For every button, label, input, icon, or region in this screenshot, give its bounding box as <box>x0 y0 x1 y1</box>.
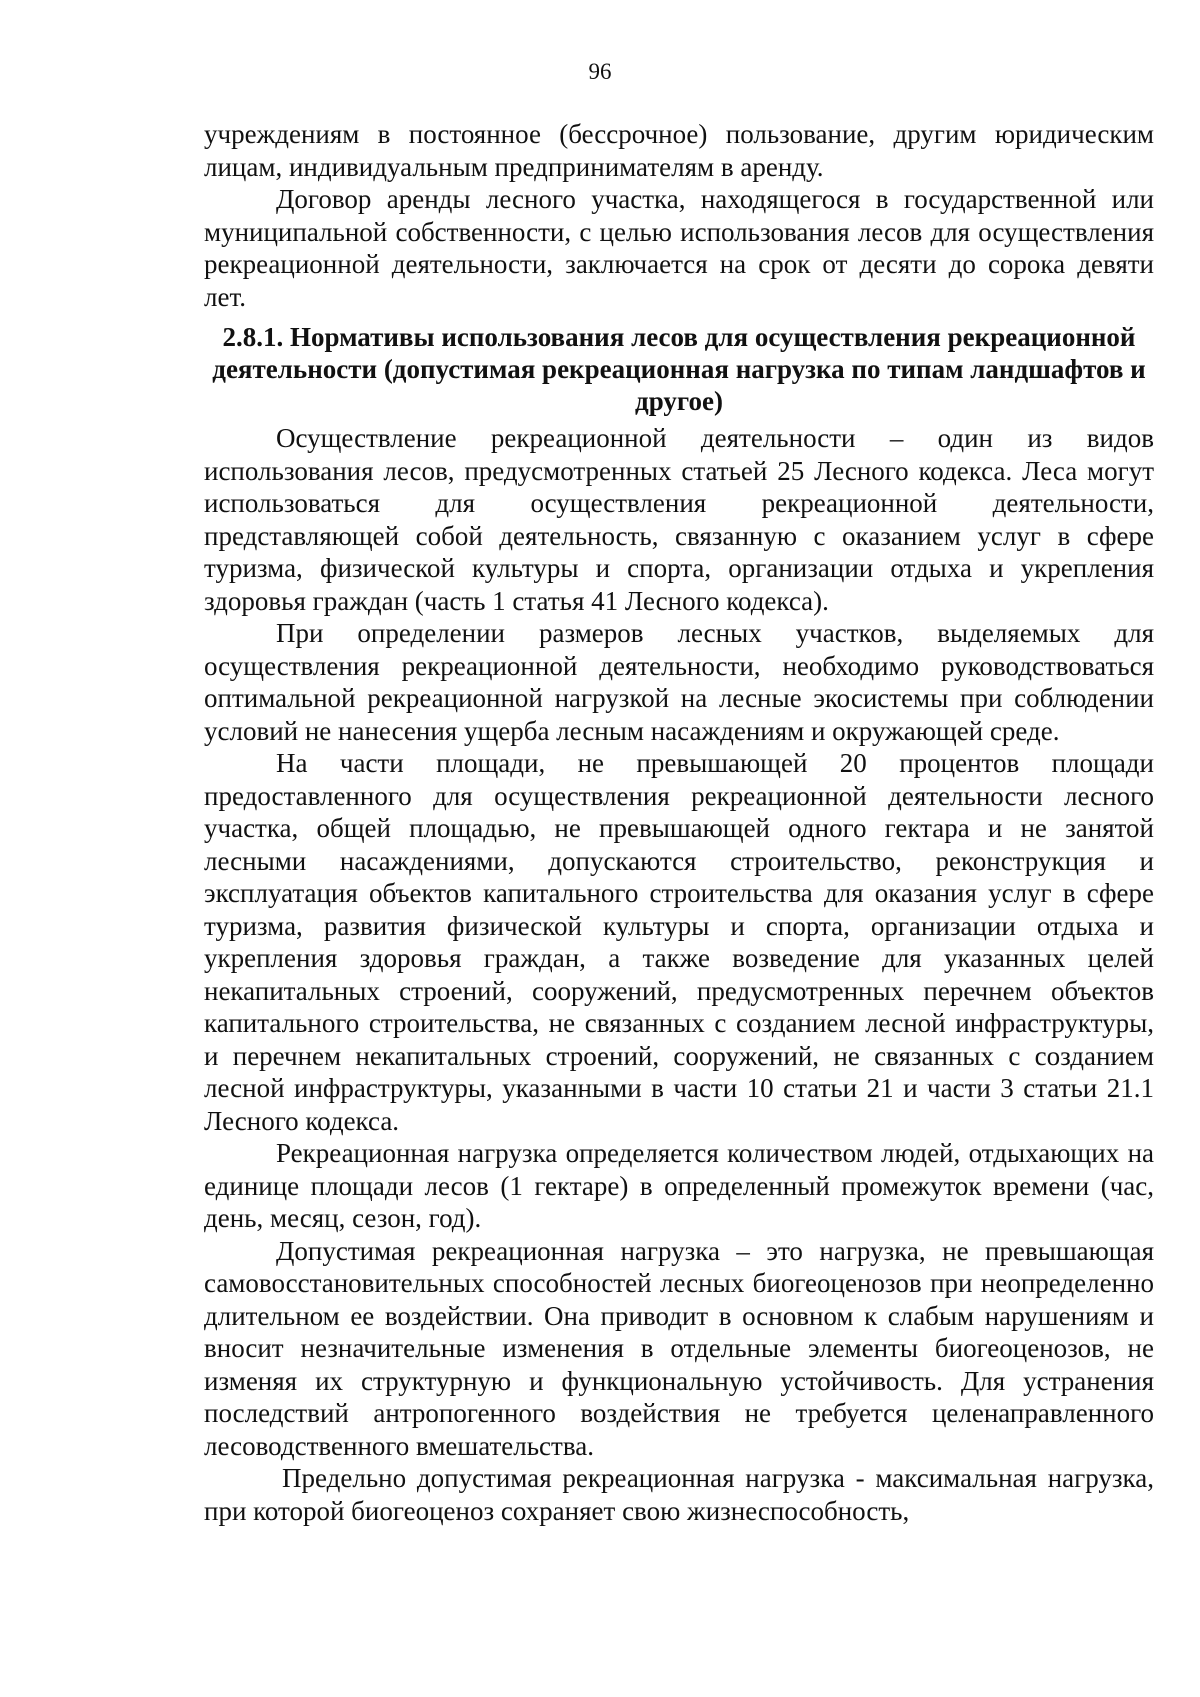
paragraph-permissible-load: Допустимая рекреационная нагрузка – это нагрузка, не превышающая самовосстановительных способностей лесных биогеоценозов при неопределенно длительном ее воздействии. Она приводит в основном к слабым нарушениям и вносит незначительные изменения в отдельные элементы биогеоценозов, не изменяя их структурную и функциональную устойчивость. Для устранения последствий антропогенного воздействия не требуется целенаправленного лесоводственного вмешательства. <box>204 1235 1154 1461</box>
document-body <box>204 118 1154 1527</box>
section-heading: 2.8.1. Нормативы использования лесов для осуществления рекреационной деятельности (допустимая рекреационная нагрузка по типам ландшафтов и другое) <box>212 322 1146 416</box>
paragraph-lease-term: Договор аренды лесного участка, находящегося в государственной или муниципальной собственности, с целью использования лесов для осуществления рекреационной деятельности, заключается на срок от десяти до сорока девяти лет. <box>204 184 1154 312</box>
page-number: 96 <box>588 59 612 84</box>
paragraph-construction-rules: На части площади, не превышающей 20 процентов площади предоставленного для осуществления рекреационной деятельности лесного участка, общей площадью, не превышающей одного гектара и не занятой лесными насаждениями, допускаются строительство, реконструкция и эксплуатация объектов капитального строительства для оказания услуг в сфере туризма, развития физической культуры и спорта, организации отдыха и укрепления здоровья граждан, а также возведение для указанных целей некапитальных строений, сооружений, предусмотренных перечнем объектов капитального строительства, не связанных с созданием лесной инфраструктуры, и перечнем некапитальных строений, сооружений, не связанных с созданием лесной инфраструктуры, указанными в части 10 статьи 21 и части 3 статьи 21.1 Лесного кодекса. <box>204 748 1154 1136</box>
paragraph-lease-continuation: учреждениям в постоянное (бессрочное) пользование, другим юридическим лицам, индивидуальным предпринимателям в аренду. <box>204 119 1154 182</box>
paragraph-plot-size: При определении размеров лесных участков, выделяемых для осуществления рекреационной деятельности, необходимо руководствоваться оптимальной рекреационной нагрузкой на лесные экосистемы при соблюдении условий не нанесения ущерба лесным насаждениям и окружающей среде. <box>204 618 1154 746</box>
paragraph-recreational-load: Рекреационная нагрузка определяется количеством людей, отдыхающих на единице площади лесов (1 гектаре) в определенный промежуток времени (час, день, месяц, сезон, год). <box>204 1138 1154 1233</box>
paragraph-recreation-definition: Осуществление рекреационной деятельности – один из видов использования лесов, предусмотренных статьей 25 Лесного кодекса. Леса могут использоваться для осуществления рекреационной деятельности, представляющей собой деятельность, связанную с оказанием услуг в сфере туризма, физической культуры и спорта, организации отдыха и укрепления здоровья граждан (часть 1 статья 41 Лесного кодекса). <box>204 423 1154 616</box>
paragraph-maximum-load: Предельно допустимая рекреационная нагрузка - максимальная нагрузка, при которой биогеоценоз сохраняет свою жизнеспособность, <box>204 1463 1154 1526</box>
